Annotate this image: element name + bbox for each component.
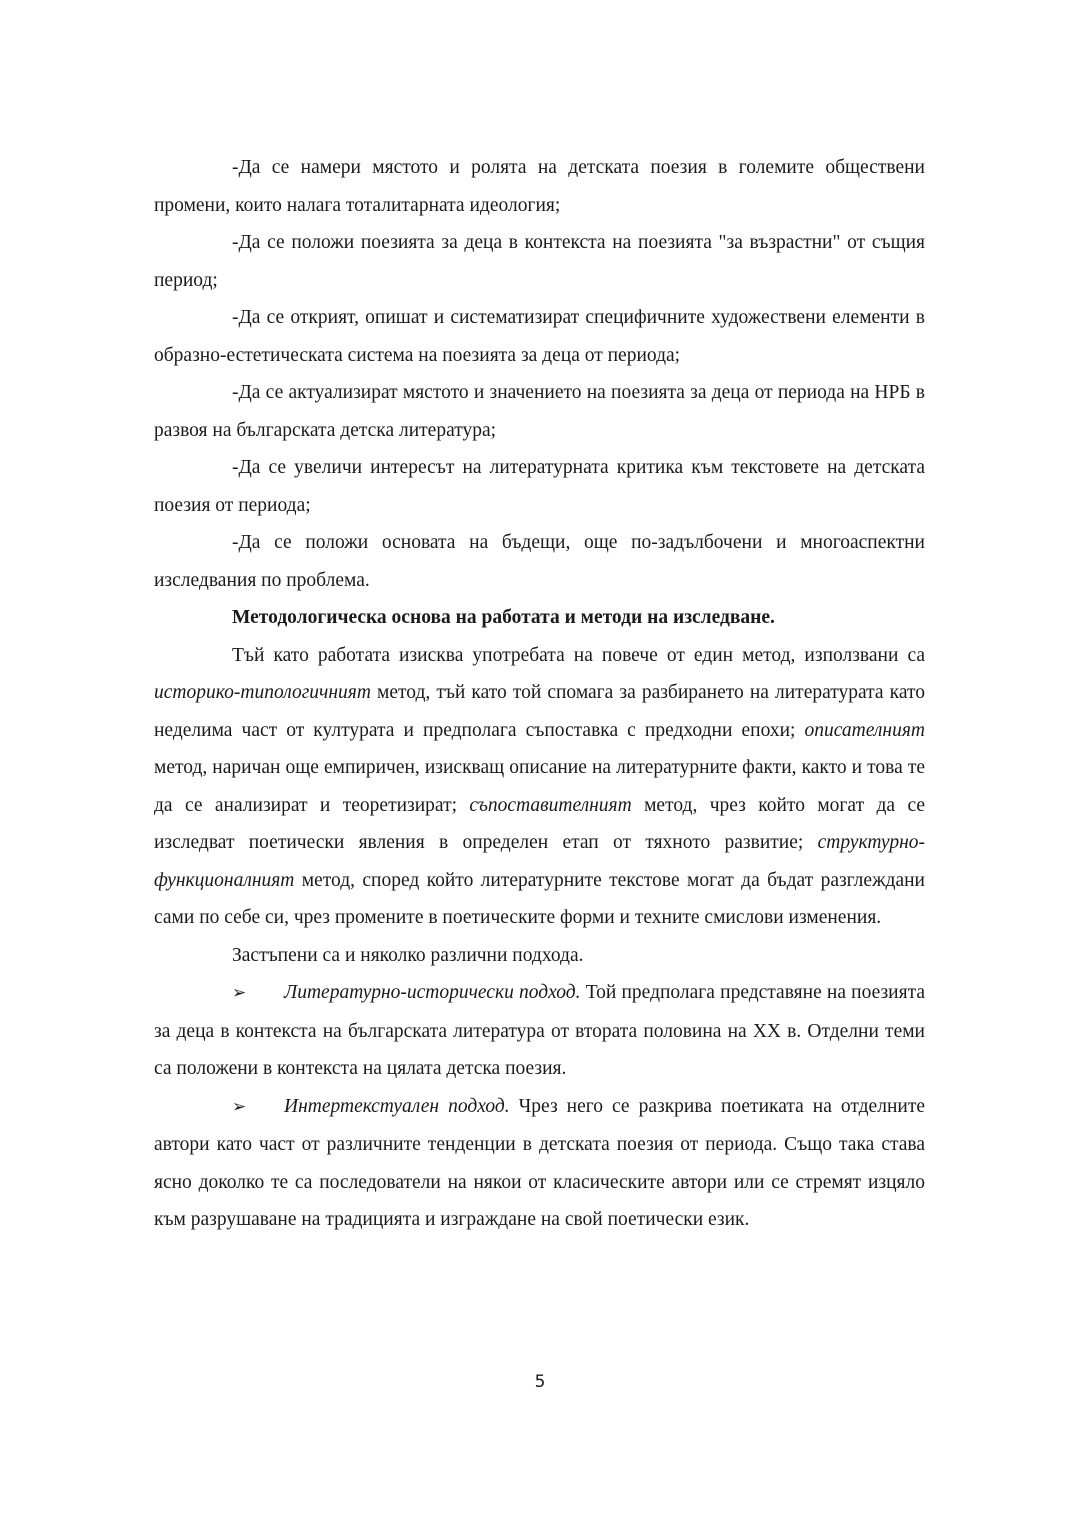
method-descriptive: описателният xyxy=(804,719,925,741)
arrow-bullet-icon: ➢ xyxy=(232,983,247,1003)
method-4-text: метод, според който литературните текстове могат да бъдат разглеждани сами по себе си, чрез промените в поетическите форми и техните смислови изменения. xyxy=(154,869,925,928)
paragraph-methods xyxy=(154,637,925,937)
approach-text: Чрез него се разкрива поетиката на отделните автори като част от различните тенденции в детската поезия от периода. Също така става ясно доколко те са последователи на някои от класическите автори или се стремят изцяло към разрушаване на традицията и изграждане на свой поетически език. xyxy=(154,1095,925,1230)
paragraph-goal-3: -Да се открият, опишат и систематизират специфичните художествени елементи в образно-естетическата система на поезията за деца от периода; xyxy=(154,307,925,366)
paragraph-goal-1: -Да се намери мястото и ролята на детската поезия в големите обществени промени, които налага тоталитарната идеология; xyxy=(154,157,925,216)
approach-item xyxy=(154,1088,925,1239)
paragraph-goal-6: -Да се положи основата на бъдещи, още по-задълбочени и многоаспектни изследвания по проблема. xyxy=(154,532,925,591)
method-structural-functional: структурно-функционалният xyxy=(154,832,925,891)
section-heading: Методологическа основа на работата и методи на изследване. xyxy=(232,607,775,628)
paragraph-approaches-intro: Застъпени са и няколко различни подхода. xyxy=(232,944,584,966)
method-2-text: метод, наричан още емпиричен, изискващ описание на литературните факти, както и това те да се анализират и теоретизират; xyxy=(154,757,925,816)
approach-name: Интертекстуален подход. xyxy=(284,1095,510,1117)
methods-intro: Тъй като работата изисква употребата на повече от един метод, използвани са xyxy=(232,644,925,666)
method-comparative: съпоставителният xyxy=(469,794,632,816)
method-historical-typological: историко-типологичният xyxy=(154,682,371,703)
paragraph-goal-4: -Да се актуализират мястото и значението на поезията за деца от периода на НРБ в развоя на българската детска литература; xyxy=(154,382,925,441)
paragraph-goal-2: -Да се положи поезията за деца в контекста на поезията "за възрастни" от същия период; xyxy=(154,232,925,291)
method-3-text: метод, чрез който могат да се изследват поетически явления в определен етап от тяхното развитие; xyxy=(154,794,925,853)
method-1-text: метод, тъй като той спомага за разбирането на литературата като неделима част от културата и предполага съпоставка с предходни епохи; xyxy=(154,682,925,741)
approach-name: Литературно-исторически подход. xyxy=(284,982,581,1003)
approach-item xyxy=(154,974,925,1088)
page-number: 5 xyxy=(534,1372,546,1392)
paragraph-goal-5: -Да се увеличи интересът на литературната критика към текстовете на детската поезия от периода; xyxy=(154,457,925,516)
body-text xyxy=(154,149,925,1239)
arrow-bullet-icon: ➢ xyxy=(232,1096,247,1117)
approach-text: Той предполага представяне на поезията за деца в контекста на българската литература от втората половина на ХХ в. Отделни теми са положени в контекста на цялата детска поезия. xyxy=(154,982,925,1079)
